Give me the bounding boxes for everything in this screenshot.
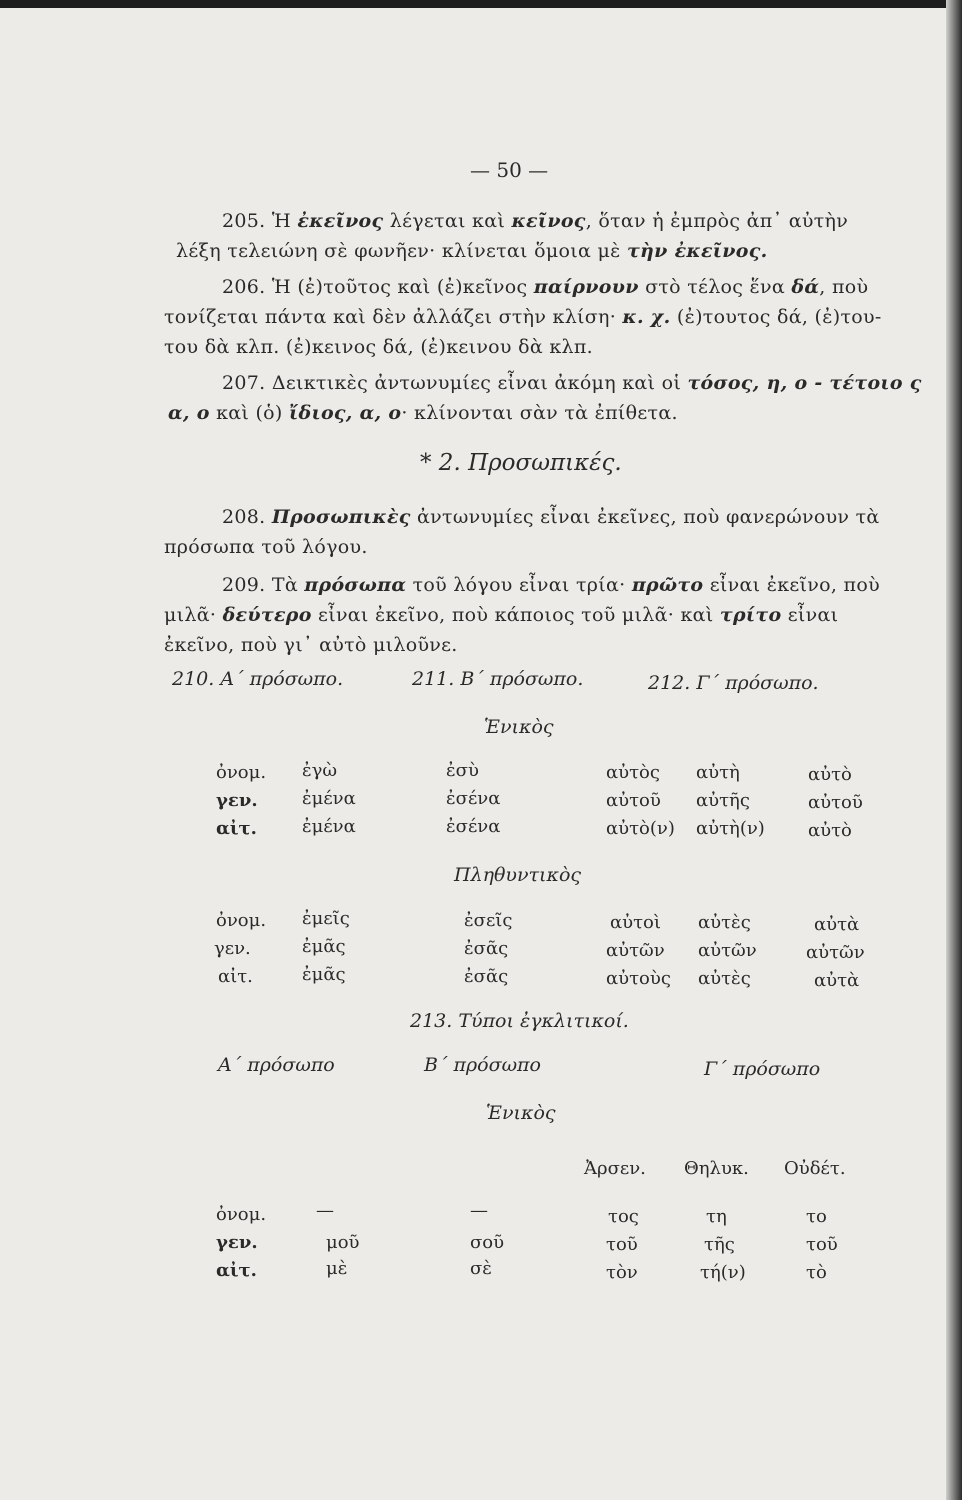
enclitic-gen-neut: τοῦ xyxy=(806,1234,838,1255)
plural-case-nom: ὀνομ. xyxy=(216,910,267,931)
person-header-third: 212. Γ΄ πρόσωπο. xyxy=(648,672,819,694)
singular-label: Ἑνικὸς xyxy=(484,716,554,738)
enclitic-nom-neut: το xyxy=(806,1206,827,1227)
singular-case-nom: ὀνομ. xyxy=(216,762,267,783)
enclitic-singular-label: Ἑνικὸς xyxy=(486,1102,556,1124)
section-heading-personal: * 2. Προσωπικές. xyxy=(420,450,622,476)
enclitic-case-acc: αἰτ. xyxy=(216,1260,257,1281)
singular-gen-fem: αὐτῆς xyxy=(696,790,750,811)
singular-nom-masc: αὐτὸς xyxy=(606,762,660,783)
singular-acc-fem: αὐτὴ(ν) xyxy=(696,818,765,839)
paragraph-207-line-1: 207. Δεικτικὲς ἀντωνυμίες εἶναι ἀκόμη καὶ οἱ τόσος, η, ο - τέτοιο ς xyxy=(222,372,922,394)
enclitic-gen-first: μοῦ xyxy=(326,1232,360,1253)
enclitic-gen-masc: τοῦ xyxy=(606,1234,638,1255)
plural-nom-masc: αὐτοὶ xyxy=(610,912,661,933)
enclitic-gen-fem: τῆς xyxy=(704,1234,735,1255)
paragraph-209-line-3: ἐκεῖνο, ποὺ γι᾽ αὐτὸ μιλοῦνε. xyxy=(164,634,458,656)
paragraph-205-line-2: λέξη τελειώνη σὲ φωνῆεν· κλίνεται ὅμοια μὲ τὴν ἐκεῖνος. xyxy=(176,240,768,262)
paragraph-207-line-2: α, ο καὶ (ὁ) ἴδιος, α, ο· κλίνονται σὰν τὰ ἐπίθετα. xyxy=(168,402,678,424)
singular-gen-neut: αὐτοῦ xyxy=(808,792,863,813)
gender-header-neut: Οὐδέτ. xyxy=(784,1158,846,1179)
enclitic-gen-second: σοῦ xyxy=(470,1232,505,1253)
singular-nom-second: ἐσὺ xyxy=(446,760,479,781)
page-number: — 50 — xyxy=(470,158,549,182)
plural-case-acc: αἰτ. xyxy=(218,966,253,987)
singular-case-acc: αἰτ. xyxy=(216,818,257,839)
plural-acc-fem: αὐτὲς xyxy=(698,968,751,989)
plural-acc-neut: αὐτὰ xyxy=(814,970,860,991)
singular-nom-first: ἐγὼ xyxy=(302,760,338,781)
enclitic-header-first: Α΄ πρόσωπο xyxy=(218,1054,335,1076)
enclitic-nom-first: — xyxy=(316,1200,334,1221)
plural-acc-first: ἐμᾶς xyxy=(302,964,346,985)
plural-gen-masc: αὐτῶν xyxy=(606,940,665,961)
enclitic-case-nom: ὀνομ. xyxy=(216,1204,267,1225)
plural-nom-fem: αὐτὲς xyxy=(698,912,751,933)
person-header-first: 210. Α΄ πρόσωπο. xyxy=(172,668,344,690)
plural-label: Πληθυντικὸς xyxy=(454,864,582,886)
enclitic-nom-second: — xyxy=(470,1200,488,1221)
plural-gen-first: ἐμᾶς xyxy=(302,936,346,957)
enclitic-heading: 213. Τύποι ἐγκλιτικοί. xyxy=(410,1010,629,1032)
paragraph-206-line-3: του δὰ κλπ. (ἐ)κεινος δά, (ἐ)κεινου δὰ κλπ. xyxy=(164,336,593,358)
paragraph-209-line-1: 209. Τὰ πρόσωπα τοῦ λόγου εἶναι τρία· πρῶτο εἶναι ἐκεῖνο, ποὺ xyxy=(222,574,880,596)
enclitic-header-third: Γ΄ πρόσωπο xyxy=(704,1058,821,1080)
paragraph-206-line-1: 206. Ἡ (ἐ)τοῦτος καὶ (ἐ)κεῖνος παίρνουν στὸ τέλος ἕνα δά, ποὺ xyxy=(222,276,869,298)
enclitic-nom-masc: τος xyxy=(608,1206,639,1227)
singular-acc-masc: αὐτὸ(ν) xyxy=(606,818,675,839)
singular-acc-neut: αὐτὸ xyxy=(808,820,852,841)
gender-header-fem: Θηλυκ. xyxy=(684,1158,749,1179)
enclitic-header-second: Β΄ πρόσωπο xyxy=(424,1054,541,1076)
enclitic-acc-fem: τή(ν) xyxy=(700,1262,746,1283)
singular-acc-first: ἐμένα xyxy=(302,816,356,837)
plural-gen-fem: αὐτῶν xyxy=(698,940,757,961)
scan-top-edge xyxy=(0,0,962,8)
singular-case-gen: γεν. xyxy=(216,790,258,811)
singular-gen-second: ἐσένα xyxy=(446,788,501,809)
singular-nom-neut: αὐτὸ xyxy=(808,764,852,785)
singular-acc-second: ἐσένα xyxy=(446,816,501,837)
paragraph-208-line-1: 208. Προσωπικὲς ἀντωνυμίες εἶναι ἐκεῖνες, ποὺ φανερώνουν τὰ xyxy=(222,506,880,528)
paragraph-209-line-2: μιλᾶ· δεύτερο εἶναι ἐκεῖνο, ποὺ κάποιος τοῦ μιλᾶ· καὶ τρίτο εἶναι xyxy=(164,604,839,626)
paragraph-205-line-1: 205. Ἡ ἐκεῖνος λέγεται καὶ κεῖνος, ὅταν ἡ ἐμπρὸς ἀπ᾽ αὐτὴν xyxy=(222,210,849,232)
plural-nom-neut: αὐτὰ xyxy=(814,914,860,935)
plural-nom-second: ἐσεῖς xyxy=(464,910,513,931)
singular-nom-fem: αὐτὴ xyxy=(696,762,740,783)
plural-gen-second: ἐσᾶς xyxy=(464,938,509,959)
plural-nom-first: ἐμεῖς xyxy=(302,908,350,929)
enclitic-acc-neut: τὸ xyxy=(806,1262,827,1283)
paragraph-208-line-2: πρόσωπα τοῦ λόγου. xyxy=(164,536,368,558)
enclitic-acc-second: σὲ xyxy=(470,1258,492,1279)
plural-gen-neut: αὐτῶν xyxy=(806,942,865,963)
singular-gen-masc: αὐτοῦ xyxy=(606,790,661,811)
enclitic-nom-fem: τη xyxy=(706,1206,727,1227)
plural-case-gen: γεν. xyxy=(214,938,251,959)
enclitic-acc-first: μὲ xyxy=(326,1258,348,1279)
singular-gen-first: ἐμένα xyxy=(302,788,356,809)
enclitic-acc-masc: τὸν xyxy=(606,1262,638,1283)
enclitic-case-gen: γεν. xyxy=(216,1232,258,1253)
plural-acc-second: ἐσᾶς xyxy=(464,966,509,987)
scan-right-edge xyxy=(946,0,962,1500)
paragraph-206-line-2: τονίζεται πάντα καὶ δὲν ἀλλάζει στὴν κλίση· κ. χ. (ἐ)τουτος δά, (ἐ)του- xyxy=(164,306,882,328)
person-header-second: 211. Β΄ πρόσωπο. xyxy=(412,668,584,690)
gender-header-masc: Ἀρσεν. xyxy=(584,1158,646,1179)
plural-acc-masc: αὐτοὺς xyxy=(606,968,671,989)
